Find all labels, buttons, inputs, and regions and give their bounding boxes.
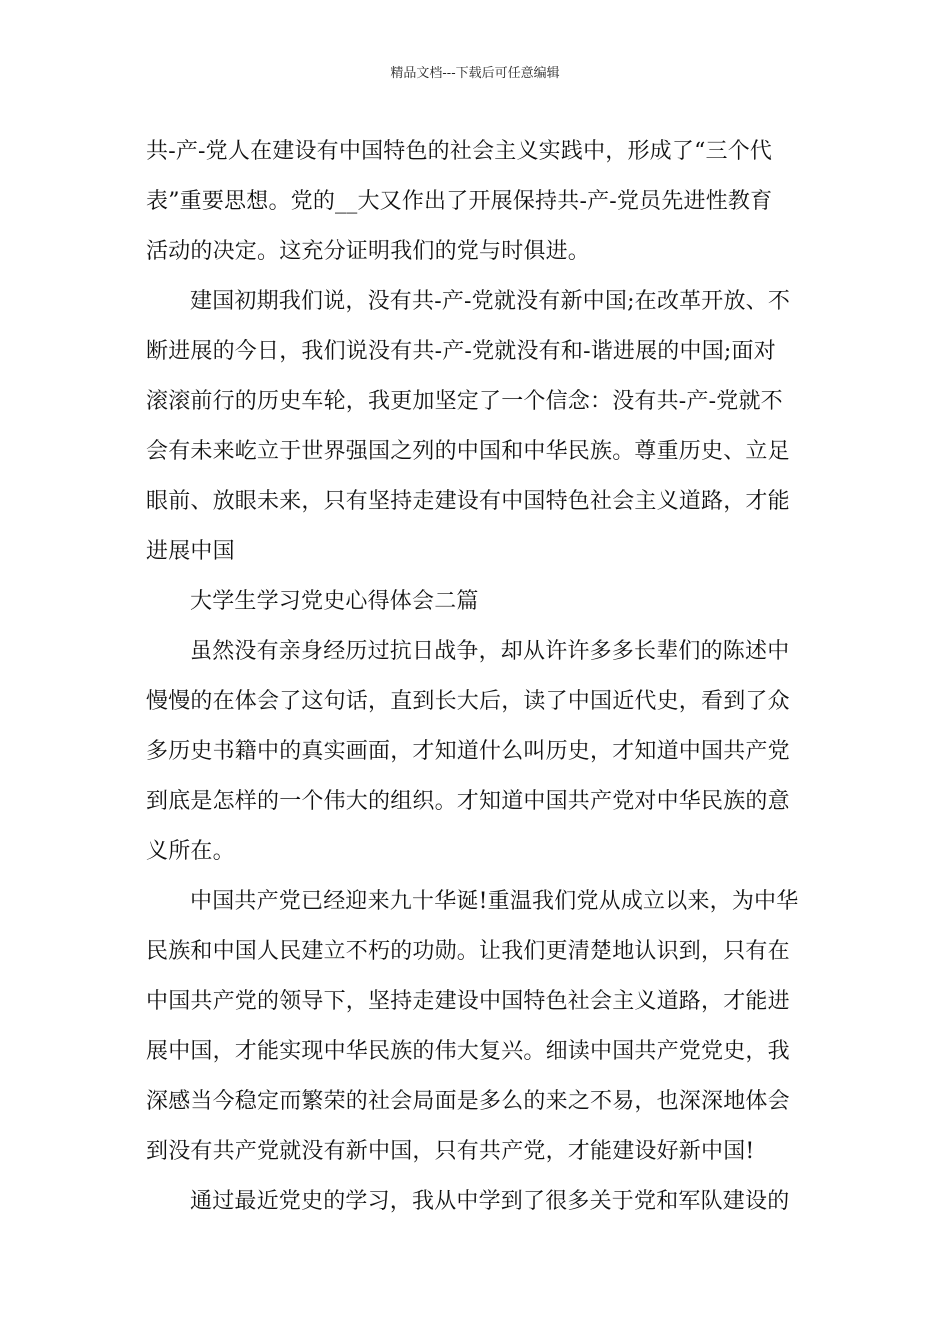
text-line: 中国共产党的领导下，坚持走建设中国特色社会主义道路，才能进 — [146, 989, 790, 1014]
text-line: 共-产-党人在建设有中国特色的社会主义实践中，形成了“三个代 — [146, 139, 773, 164]
paragraph-start-line: 虽然没有亲身经历过抗日战争，却从许许多多长辈们的陈述中 — [190, 639, 790, 664]
text-line: 民族和中国人民建立不朽的功勋。让我们更清楚地认识到，只有在 — [146, 939, 790, 964]
section-heading: 大学生学习党史心得体会二篇 — [190, 589, 479, 614]
text-line: 会有未来屹立于世界强国之列的中国和中华民族。尊重历史、立足 — [146, 439, 790, 464]
text-line: 表”重要思想。党的__大又作出了开展保持共-产-党员先进性教育 — [146, 189, 773, 214]
text-line: 进展中国 — [146, 539, 235, 564]
text-line: 义所在。 — [146, 839, 235, 864]
paragraph-start-line: 通过最近党史的学习，我从中学到了很多关于党和军队建设的 — [190, 1189, 790, 1214]
text-line: 慢慢的在体会了这句话，直到长大后，读了中国近代史，看到了众 — [146, 689, 790, 714]
text-line: 滚滚前行的历史车轮，我更加坚定了一个信念：没有共-产-党就不 — [146, 389, 783, 414]
text-line: 多历史书籍中的真实画面，才知道什么叫历史，才知道中国共产党 — [146, 739, 790, 764]
paragraph-start-line: 建国初期我们说，没有共-产-党就没有新中国;在改革开放、不 — [190, 289, 791, 314]
text-line: 到没有共产党就没有新中国，只有共产党，才能建设好新中国! — [146, 1139, 755, 1164]
document-body — [146, 127, 812, 1227]
text-line: 眼前、放眼未来，只有坚持走建设有中国特色社会主义道路，才能 — [146, 489, 790, 514]
text-line: 展中国，才能实现中华民族的伟大复兴。细读中国共产党党史，我 — [146, 1039, 790, 1064]
paragraph-start-line: 中国共产党已经迎来九十华诞!重温我们党从成立以来，为中华 — [190, 889, 799, 914]
text-line: 断进展的今日，我们说没有共-产-党就没有和-谐进展的中国;面对 — [146, 339, 776, 364]
text-line: 深感当今稳定而繁荣的社会局面是多么的来之不易，也深深地体会 — [146, 1089, 790, 1114]
text-line: 到底是怎样的一个伟大的组织。才知道中国共产党对中华民族的意 — [146, 789, 790, 814]
page-header: 精品文档---下载后可任意编辑 — [390, 66, 560, 81]
text-line: 活动的决定。这充分证明我们的党与时俱进。 — [146, 239, 591, 264]
